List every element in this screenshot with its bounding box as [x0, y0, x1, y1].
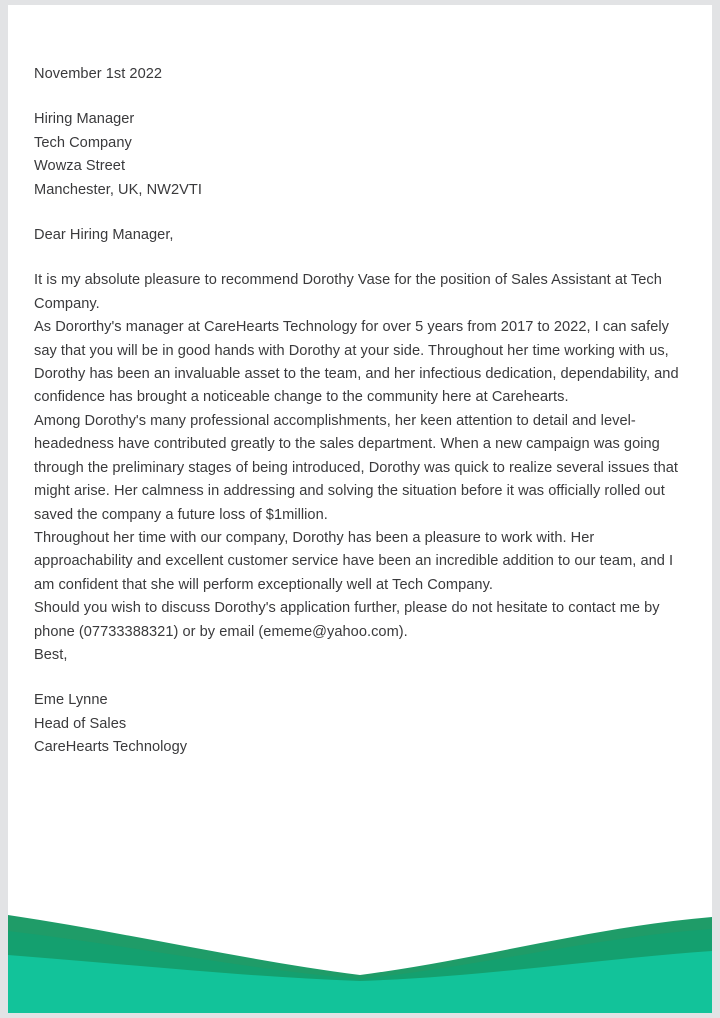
salutation: Dear Hiring Manager, — [34, 227, 174, 244]
recipient-company: Tech Company — [34, 134, 132, 151]
body-paragraph-5-contact: Should you wish to discuss Dorothy's application further, please do not hesitate to contact me by phone (07733388321) or by email (ememe@yahoo.com). — [34, 600, 660, 640]
wave-layer-back — [8, 915, 712, 1013]
body-paragraph-4: Throughout her time with our company, Dorothy has been a pleasure to work with. Her approachability and excellent customer service have been an incredible addition to our team, and I am confident that she will perform exceptionally well at Tech Company. — [34, 529, 674, 593]
signer-title: Head of Sales — [34, 715, 127, 732]
date-block — [34, 63, 686, 86]
decorative-wave-footer — [8, 893, 712, 1013]
closing: Best, — [34, 646, 68, 663]
letter-body — [34, 63, 686, 760]
recipient-city-line: Manchester, UK, NW2VTI — [34, 181, 202, 198]
body-paragraph-3: Among Dorothy's many professional accomplishments, her keen attention to detail and level-headedness have contributed greatly to the sales department. When a new campaign was going through the preliminary stages of being introduced, Dorothy was quick to realize several issues that might arise. Her calmness in addressing and solving the situation before it was officially rolled out saved the company a future loss of $1million. — [34, 412, 679, 523]
closing-block — [34, 644, 686, 667]
salutation-block — [34, 224, 686, 247]
signer-name: Eme Lynne — [34, 692, 108, 709]
wave-layer-mid — [8, 929, 712, 1013]
wave-layer-front — [8, 951, 712, 1013]
recipient-address-block — [34, 108, 686, 202]
recipient-street: Wowza Street — [34, 158, 126, 175]
recipient-name: Hiring Manager — [34, 111, 135, 128]
signer-company: CareHearts Technology — [34, 739, 188, 756]
letter-date: November 1st 2022 — [34, 66, 163, 82]
body-paragraph-2: As Dororthy's manager at CareHearts Technology for over 5 years from 2017 to 2022, I can safely say that you will be in good hands with Dorothy at your side. Throughout her time working with us, Dorothy has been an invaluable asset to the team, and her infectious dedication, dependability, and confidence has brought a noticeable change to the community here at Carehearts. — [34, 319, 679, 406]
wave-svg — [8, 893, 712, 1013]
signature-block — [34, 689, 686, 759]
body-paragraph-1: It is my absolute pleasure to recommend Dorothy Vase for the position of Sales Assistant at Tech Company. — [34, 272, 662, 312]
letter-page — [8, 5, 712, 1013]
